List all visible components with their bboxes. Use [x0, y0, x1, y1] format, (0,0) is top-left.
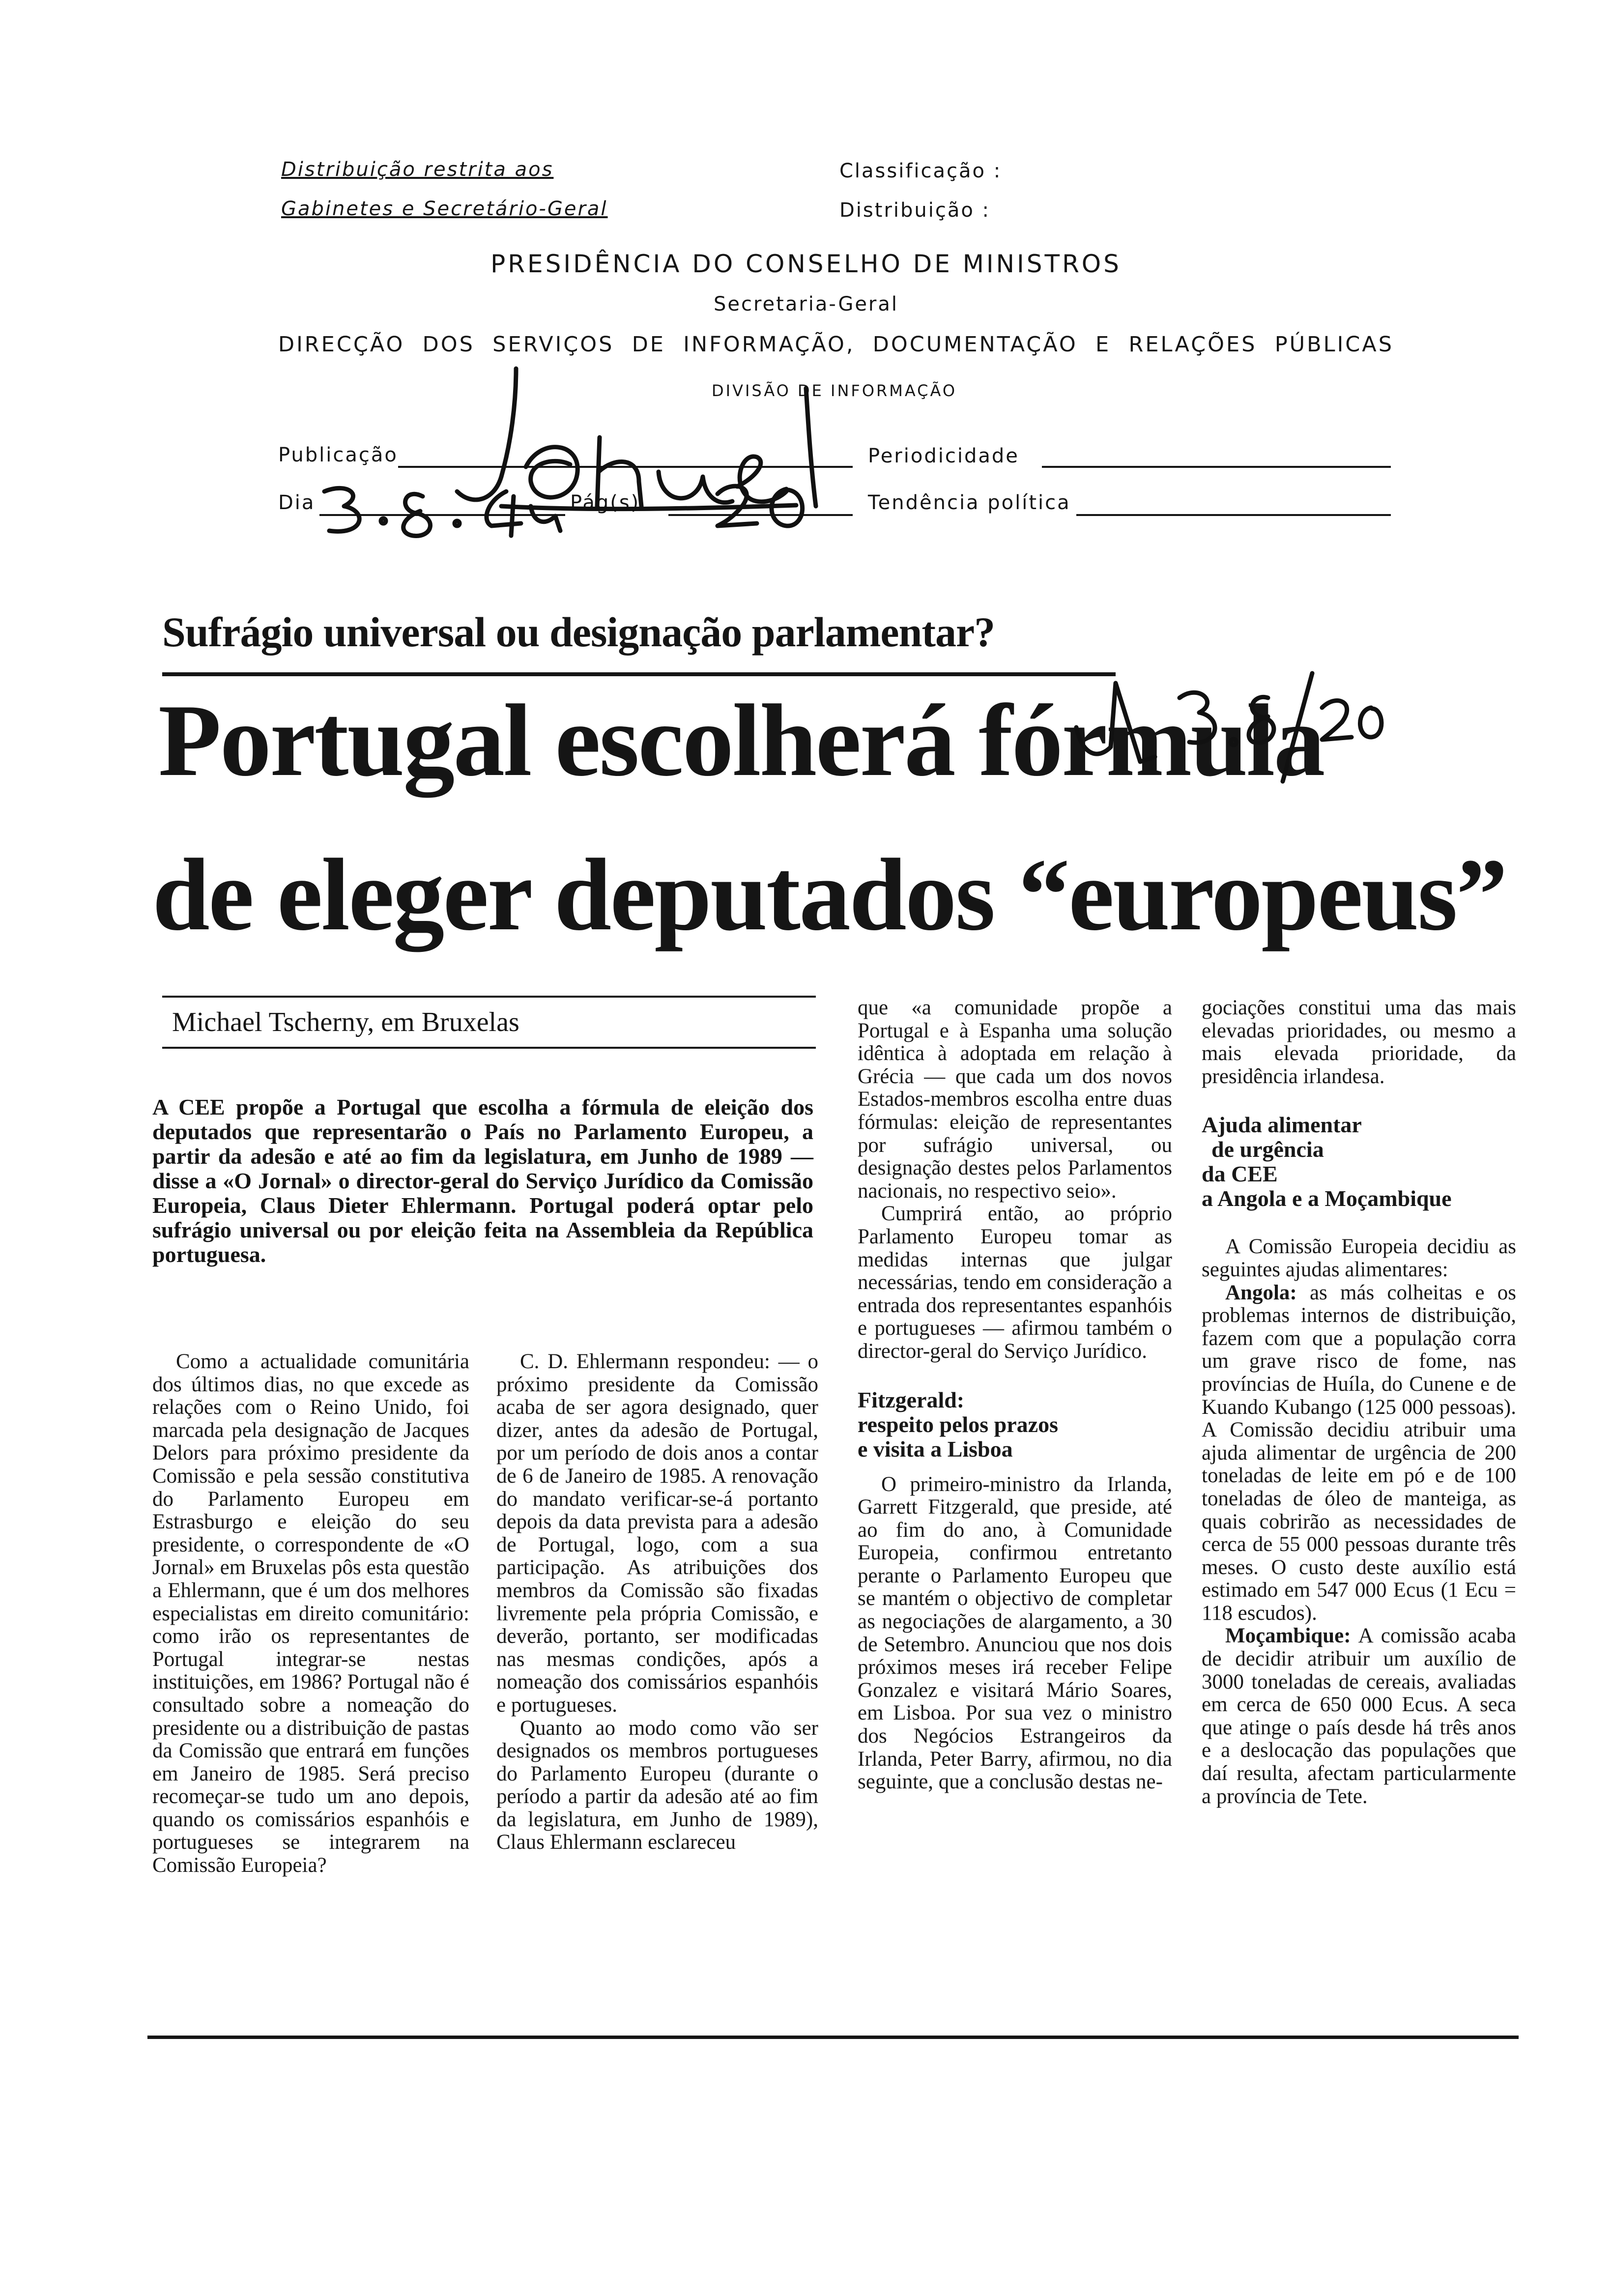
column-3 [858, 997, 1172, 1794]
kicker-rule [162, 672, 1116, 676]
col1-paragraph-1: Como a actualidade comunitária dos últimos dias, no que excede as relações com o Reino Unido, foi marcada pela designação de Jacques Delors para próximo presidente da Comissão e pela sessão constitutiva do Parlamento Europeu em Estrasburgo e eleição do seu presidente, o correspondente de «O Jornal» em Bruxelas pôs esta questão a Ehlermann, que é um dos melhores especialistas em direito comunitário: como irão os representantes de Portugal integrar-se nestas instituições, em 1986? Portugal não é consultado sobre a nomeação do presidente ou a distribuição de pastas da Comissão que entrará em funções em Janeiro de 1985. Será preciso recomeçar-se tudo um ano depois, quando os comissários espanhóis e portugueses se integrarem na Comissão Europeia? [152, 1350, 469, 1877]
byline: Michael Tscherny, em Bruxelas [172, 1007, 519, 1037]
article-kicker: Sufrágio universal ou designação parlamentar? [162, 608, 995, 656]
column-2 [496, 1350, 818, 1854]
classification-label: Classificação : [839, 160, 1002, 182]
mozambique-text: A comissão acaba de decidir atribuir um auxílio de 3000 toneladas de cereais, avaliadas em cerca de 650 000 Ecus. A seca que atinge o país desde há três anos e a deslocação das populações que daí resulta, afectam particularmente a província de Tete. [1202, 1624, 1516, 1808]
periodicity-line [1042, 466, 1391, 468]
headline-line1: Portugal escolherá fórmula [158, 684, 1324, 798]
handwritten-pages [703, 474, 831, 533]
day-label: Dia [278, 491, 316, 514]
handwritten-day [315, 477, 570, 541]
periodicity-label: Periodicidade [868, 445, 1019, 467]
col4-subheading-2: de urgência [1211, 1137, 1324, 1162]
mozambique-label: Moçambique: [1225, 1624, 1351, 1648]
distribution-notice-line1: Distribuição restrita aos [281, 158, 554, 181]
byline-top-rule [162, 996, 816, 998]
political-tendency-label: Tendência política [868, 491, 1071, 514]
political-tendency-line [1076, 514, 1391, 516]
col4-mozambique-paragraph [1202, 1625, 1516, 1808]
institution-title: PRESIDÊNCIA DO CONSELHO DE MINISTROS [490, 250, 1122, 278]
pages-label: Pág(s). [570, 491, 648, 514]
col3-paragraph-3: O primeiro-ministro da Irlanda, Garrett Fitzgerald, que preside, até ao fim do ano, à Comunidade Europeia, confirmou entretanto perante o Parlamento Europeu que se mantém o objectivo de completar as negociações de alargamento, a 30 de Setembro. Anunciou que nos dois próximos meses irá receber Felipe Gonzalez e visitará Mário Soares, em Lisboa. Por sua vez o ministro dos Negócios Estrangeiros da Irlanda, Peter Barry, afirmou, no dia seguinte, que a conclusão destas ne- [858, 1472, 1172, 1794]
angola-text: as más colheitas e os problemas internos de distribuição, fazem com que a população corra um grave risco de fome, nas províncias de Huíla, do Cunene e de Kuando Kubango (125 000 pessoas). A Comissão decidiu atribuir uma ajuda alimentar de urgência de 200 toneladas de leite em pó e de 100 toneladas de óleo de manteiga, as quais cobrirão as necessidades de cerca de 55 000 pessoas durante três meses. O custo deste auxílio está estimado em 547 000 Ecus (1 Ecu = 118 escudos). [1202, 1281, 1516, 1625]
distribution-notice-line2: Gabinetes e Secretário-Geral [281, 198, 608, 220]
col3-subheading-2: respeito pelos prazos [858, 1411, 1059, 1437]
headline-line2: de eleger deputados “europeus” [152, 838, 1506, 952]
column-4 [1202, 997, 1516, 1808]
direction-title: DIRECÇÃO DOS SERVIÇOS DE INFORMAÇÃO, DOCUMENTAÇÃO E RELAÇÕES PÚBLICAS [278, 332, 1394, 357]
publication-label: Publicação [278, 444, 398, 466]
col4-subheading-3: da CEE [1202, 1161, 1278, 1187]
department-title: Secretaria-Geral [713, 293, 898, 316]
col3-paragraph-2: Cumprirá então, ao próprio Parlamento Europeu tomar as medidas internas que julgar necessárias, tendo em consideração a entrada dos representantes espanhóis e portugueses — afirmou também o director-geral do Serviço Jurídico. [858, 1202, 1172, 1363]
col4-subheading-1: Ajuda alimentar [1202, 1112, 1362, 1138]
bottom-rule [147, 2036, 1519, 2039]
col2-paragraph-1: C. D. Ehlermann respondeu: — o próximo presidente da Comissão acaba de ser agora designado, quer dizer, antes da adesão de Portugal, por um período de dois anos a contar de 6 de Janeiro de 1985. A renovação do mandato verificar-se-á portanto depois da data prevista para a adesão de Portugal, logo, com a sua participação. As atribuições dos membros da Comissão são fixadas livremente pela própria Comissão, e deverão, portanto, ser modificadas nas mesmas condições, após a nomeação dos comissários espanhóis e portugueses. [496, 1350, 818, 1717]
col3-paragraph-1: que «a comunidade propõe a Portugal e à Espanha uma solução idêntica à adoptada em relação à Grécia — que cada um dos novos Estados-membros escolha entre duas fórmulas: eleição de representantes por sufrágio universal, ou designação destes pelos Parlamentos nacionais, no respectivo seio». [858, 996, 1172, 1203]
col4-paragraph-2: A Comissão Europeia decidiu as seguintes ajudas alimentares: [1202, 1235, 1516, 1281]
col3-subheading-3: e visita a Lisboa [858, 1436, 1013, 1462]
angola-label: Angola: [1225, 1281, 1297, 1304]
col4-angola-paragraph [1202, 1282, 1516, 1625]
col2-paragraph-2: Quanto ao modo como vão ser designados os membros portugueses do Parlamento Europeu (durante o período a partir da adesão até ao fim da legislatura, em Junho de 1989), Claus Ehlermann esclareceu [496, 1716, 818, 1854]
handwritten-margin-note [1057, 663, 1386, 786]
byline-bottom-rule [162, 1047, 816, 1049]
col3-subheading-1: Fitzgerald: [858, 1387, 965, 1412]
col4-subheading-4: a Angola e a Moçambique [1202, 1186, 1452, 1211]
lead-paragraph: A CEE propõe a Portugal que escolha a fórmula de eleição dos deputados que representarão o País no Parlamento Europeu, a partir da adesão e até ao fim da legislatura, em Junho de 1989 — disse a «O Jornal» o director-geral do Serviço Jurídico da Comissão Europeia, Claus Dieter Ehlermann. Portugal poderá optar pelo sufrágio universal ou por eleição feita na Assembleia da República portuguesa. [152, 1094, 813, 1267]
column-1 [152, 1350, 469, 1877]
division-title: DIVISÃO DE INFORMAÇÃO [712, 381, 957, 400]
col4-paragraph-1: gociações constitui uma das mais elevadas prioridades, ou mesmo a mais elevada prioridade, da presidência irlandesa. [1202, 996, 1516, 1088]
distribution-label: Distribuição : [839, 199, 991, 222]
